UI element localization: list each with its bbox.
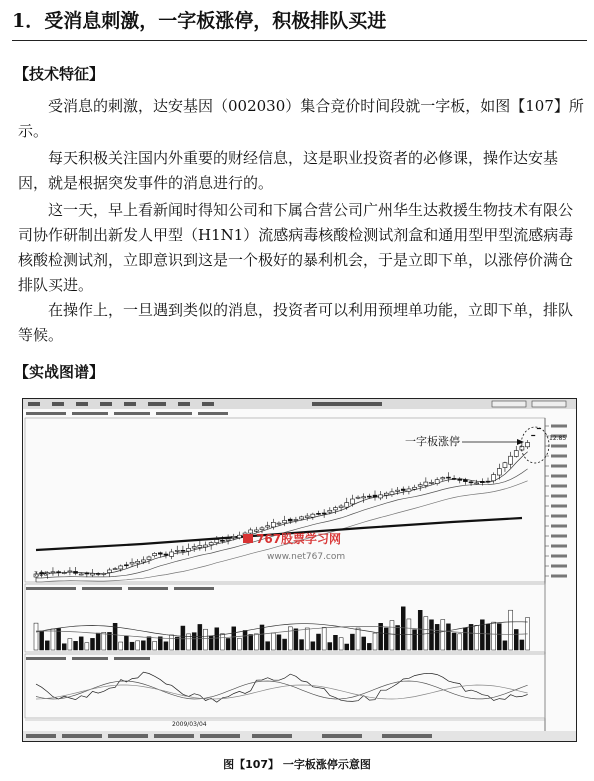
- volume-bar: [350, 634, 354, 650]
- volume-bar: [237, 638, 241, 650]
- candlestick-body: [107, 570, 111, 573]
- candlestick-body: [237, 535, 241, 538]
- volume-bar: [356, 628, 360, 650]
- volume-bar: [147, 637, 151, 650]
- watermark-logo-icon: [243, 534, 253, 543]
- price-high-label: 12.85: [549, 435, 567, 442]
- volume-bar: [463, 628, 467, 650]
- price-axis-tick-label: [551, 505, 567, 508]
- candlestick-body: [124, 565, 128, 566]
- volume-bar: [305, 628, 309, 650]
- menu-item[interactable]: [52, 402, 64, 406]
- section-heading-chart: 【实战图谱】: [14, 363, 105, 381]
- candlestick-body: [260, 528, 264, 530]
- candlestick-body: [119, 566, 123, 569]
- candlestick-body: [418, 485, 422, 486]
- candlestick-body: [520, 446, 524, 450]
- volume-bar: [458, 634, 462, 650]
- volume-bar: [220, 634, 224, 650]
- candlestick-body: [181, 550, 185, 551]
- volume-bar: [317, 634, 321, 650]
- candlestick-body: [441, 478, 445, 479]
- candlestick-body: [452, 478, 456, 479]
- toolbar-button[interactable]: [532, 401, 566, 407]
- candlestick-body: [175, 550, 179, 551]
- volume-bar: [124, 636, 128, 650]
- stock-chart-figure: [22, 398, 577, 742]
- watermark-url: www.net767.com: [267, 552, 346, 562]
- candlestick-body: [526, 442, 530, 446]
- candlestick-body: [384, 493, 388, 495]
- volume-bar: [243, 630, 247, 650]
- price-axis-tick-label: [551, 425, 567, 428]
- volume-bar: [141, 641, 145, 650]
- candlestick-body: [74, 571, 78, 573]
- candlestick-body: [96, 573, 100, 574]
- volume-bar: [288, 627, 292, 650]
- candlestick-body: [79, 574, 83, 575]
- candlestick-body: [430, 482, 434, 483]
- volume-bar: [300, 640, 304, 650]
- volume-bar: [435, 624, 439, 650]
- volume-bar: [266, 642, 270, 650]
- volume-bar: [509, 610, 513, 650]
- candlestick-body: [300, 517, 304, 519]
- volume-bar: [328, 643, 332, 650]
- candlestick-body: [396, 490, 400, 491]
- volume-bar: [107, 632, 111, 650]
- candlestick-body: [283, 520, 287, 522]
- page-title: 1．受消息刺激，一字板涨停，积极排队买进: [12, 6, 587, 41]
- candlestick-body: [514, 451, 518, 457]
- candlestick-body: [209, 543, 213, 545]
- price-axis-tick-label: [551, 555, 567, 558]
- candlestick-body: [350, 499, 354, 504]
- volume-bar: [74, 641, 78, 650]
- candlestick-body: [379, 495, 383, 498]
- price-axis-tick-label: [551, 525, 567, 528]
- volume-bar: [446, 624, 450, 650]
- price-axis-tick-label: [551, 445, 567, 448]
- menu-item[interactable]: [148, 402, 166, 406]
- candlestick-body: [220, 540, 224, 541]
- candlestick-body: [401, 489, 405, 490]
- volume-bar: [492, 622, 496, 650]
- volume-bar: [514, 629, 518, 650]
- volume-bar: [119, 642, 123, 650]
- candlestick-body: [187, 548, 191, 551]
- candlestick-body: [130, 562, 134, 564]
- candlestick-body: [147, 557, 151, 560]
- volume-bar: [130, 642, 134, 650]
- candlestick-body: [305, 516, 309, 518]
- volume-bar: [57, 628, 61, 650]
- volume-bar: [68, 639, 72, 650]
- candlestick-body: [215, 540, 219, 543]
- volume-bar: [345, 644, 349, 650]
- volume-panel-header: [26, 587, 214, 590]
- candlestick-body: [294, 520, 298, 521]
- volume-bar: [430, 620, 434, 650]
- candlestick-body: [492, 475, 496, 481]
- volume-bar: [204, 629, 208, 650]
- price-axis-tick-label: [551, 475, 567, 478]
- volume-bar: [226, 638, 230, 650]
- stock-chart-svg: [22, 398, 577, 742]
- candlestick-body: [204, 545, 208, 547]
- volume-bar: [497, 624, 501, 650]
- volume-bar: [401, 607, 405, 650]
- volume-bar: [198, 624, 202, 650]
- candlestick-body: [486, 481, 490, 482]
- candlestick-body: [164, 554, 168, 555]
- candlestick-body: [85, 573, 89, 574]
- candlestick-body: [158, 553, 162, 554]
- candlestick-body: [232, 536, 236, 537]
- candlestick-body: [373, 495, 377, 497]
- candlestick-body: [170, 552, 174, 556]
- volume-bar: [153, 642, 157, 650]
- candlestick-body: [475, 483, 479, 484]
- candlestick-body: [311, 514, 315, 517]
- volume-bar: [322, 627, 326, 650]
- candlestick-body: [356, 497, 360, 498]
- candlestick-body: [362, 497, 366, 498]
- candlestick-body: [469, 482, 473, 483]
- paragraph-2: 每天积极关注国内外重要的财经信息，这是职业投资者的必修课，操作达安基因，就是根据突发事件的消息进行的。: [18, 149, 559, 192]
- candlestick-body: [91, 573, 95, 575]
- menu-item[interactable]: [124, 402, 136, 406]
- price-axis-tick-label: [551, 465, 567, 468]
- menu-item[interactable]: [100, 402, 112, 406]
- volume-bar: [91, 638, 95, 650]
- volume-bar: [311, 642, 315, 650]
- volume-bar: [486, 624, 490, 650]
- price-axis-tick-label: [551, 565, 567, 568]
- candlestick-body: [390, 492, 394, 495]
- volume-bar: [181, 626, 185, 650]
- volume-bar: [475, 625, 479, 650]
- candlestick-body: [62, 573, 66, 574]
- volume-bar: [379, 623, 383, 650]
- price-axis-tick-label: [551, 485, 567, 488]
- candlestick-body: [413, 487, 417, 489]
- menu-item[interactable]: [28, 402, 40, 406]
- volume-bar: [51, 629, 55, 650]
- menu-item[interactable]: [76, 402, 88, 406]
- volume-bar: [62, 644, 66, 650]
- volume-bar: [418, 610, 422, 650]
- date-label: 2009/03/04: [172, 721, 207, 728]
- price-axis-tick-label: [551, 515, 567, 518]
- candlestick-body: [497, 469, 501, 475]
- watermark-title: 767股票学习网: [256, 532, 342, 546]
- volume-bar: [373, 633, 377, 650]
- volume-bar: [441, 620, 445, 650]
- candlestick-body: [226, 539, 230, 540]
- volume-bar: [102, 632, 106, 650]
- volume-bar: [469, 624, 473, 650]
- price-axis-tick-label: [551, 455, 567, 458]
- volume-bar: [294, 629, 298, 650]
- paragraph-3: 这一天，早上看新闻时得知公司和下属合营公司广州华生达救援生物技术有限公司协作研制出新发人甲型（H1N1）流感病毒核酸检测试剂盒和通用型甲型流感病毒核酸检测试剂，立即意识到这是一个极好的暴利机会，于是立即下单，以涨停价满仓排队买进。: [18, 201, 574, 294]
- volume-bar: [367, 643, 371, 650]
- candlestick-body: [333, 508, 337, 510]
- volume-bar: [249, 635, 253, 650]
- candlestick-body: [345, 503, 349, 508]
- candlestick-body: [192, 547, 196, 549]
- toolbar-button[interactable]: [492, 401, 526, 407]
- volume-bar: [333, 635, 337, 650]
- volume-bar: [271, 633, 275, 650]
- volume-bar: [192, 633, 196, 650]
- candlestick-body: [503, 463, 507, 468]
- volume-bar: [362, 637, 366, 650]
- volume-bar: [79, 637, 83, 650]
- volume-bar: [45, 641, 49, 650]
- candlestick-body: [458, 479, 462, 481]
- candlestick-body: [509, 456, 513, 464]
- candlestick-body: [136, 561, 140, 563]
- candlestick-body: [68, 571, 72, 572]
- volume-bar: [260, 625, 264, 650]
- paragraph-4: 在操作上，一旦遇到类似的消息，投资者可以利用预埋单功能，立即下单，排队等候。: [18, 301, 574, 344]
- volume-bar: [396, 625, 400, 650]
- candlestick-body: [153, 553, 157, 555]
- volume-bar: [232, 627, 236, 650]
- price-low-label: 7.26: [34, 571, 48, 578]
- volume-bar: [85, 643, 89, 650]
- status-bar: [23, 731, 576, 741]
- price-axis-tick-label: [551, 495, 567, 498]
- price-axis-tick-label: [551, 535, 567, 538]
- menu-item[interactable]: [178, 402, 190, 406]
- candlestick-body: [51, 572, 55, 573]
- price-axis-tick-label: [551, 545, 567, 548]
- volume-bar: [339, 638, 343, 650]
- figure-caption: 图【107】 一字板涨停示意图: [223, 758, 371, 771]
- candlestick-body: [463, 480, 467, 482]
- section-heading-features: 【技术特征】: [14, 65, 105, 83]
- candlestick-body: [424, 482, 428, 485]
- volume-bar: [158, 637, 162, 650]
- volume-bar: [520, 640, 524, 650]
- candlestick-body: [288, 519, 292, 521]
- volume-bar: [170, 635, 174, 650]
- volume-bar: [283, 639, 287, 650]
- candlestick-body: [198, 545, 202, 547]
- candlestick-body: [141, 560, 145, 562]
- volume-bar: [40, 631, 44, 650]
- candlestick-body: [322, 513, 326, 514]
- candlestick-body: [435, 480, 439, 484]
- candlestick-body: [277, 523, 281, 524]
- candlestick-body: [407, 489, 411, 491]
- volume-bar: [277, 635, 281, 650]
- candlestick-body: [446, 477, 450, 478]
- candlestick-body: [102, 573, 106, 574]
- volume-bar: [164, 642, 168, 650]
- volume-bar: [503, 641, 507, 650]
- volume-bar: [390, 621, 394, 650]
- volume-bar: [413, 630, 417, 650]
- paragraph-1: 受消息的刺激，达安基因（002030）集合竞价时间段就一字板，如图【107】所示。: [18, 97, 584, 140]
- price-axis-tick-label: [551, 575, 567, 578]
- candlestick-body: [113, 569, 117, 570]
- volume-bar: [96, 633, 100, 650]
- volume-bar: [254, 634, 258, 650]
- candlestick-body: [480, 481, 484, 482]
- candlestick-body: [57, 572, 61, 573]
- candlestick-body: [271, 522, 275, 527]
- volume-bar: [452, 633, 456, 650]
- candlestick-body: [266, 526, 270, 527]
- menu-item[interactable]: [202, 402, 214, 406]
- candlestick-body: [328, 510, 332, 512]
- volume-bar: [215, 628, 219, 650]
- volume-bar: [34, 623, 38, 650]
- window-title-bar: [312, 402, 382, 406]
- annotation-label: 一字板涨停: [405, 435, 460, 448]
- volume-bar: [136, 641, 140, 650]
- candlestick-body: [249, 530, 253, 533]
- volume-bar: [384, 628, 388, 650]
- candlestick-body: [339, 506, 343, 508]
- indicator-panel-header: [26, 657, 150, 660]
- candlestick-body: [317, 513, 321, 514]
- candlestick-body: [367, 496, 371, 497]
